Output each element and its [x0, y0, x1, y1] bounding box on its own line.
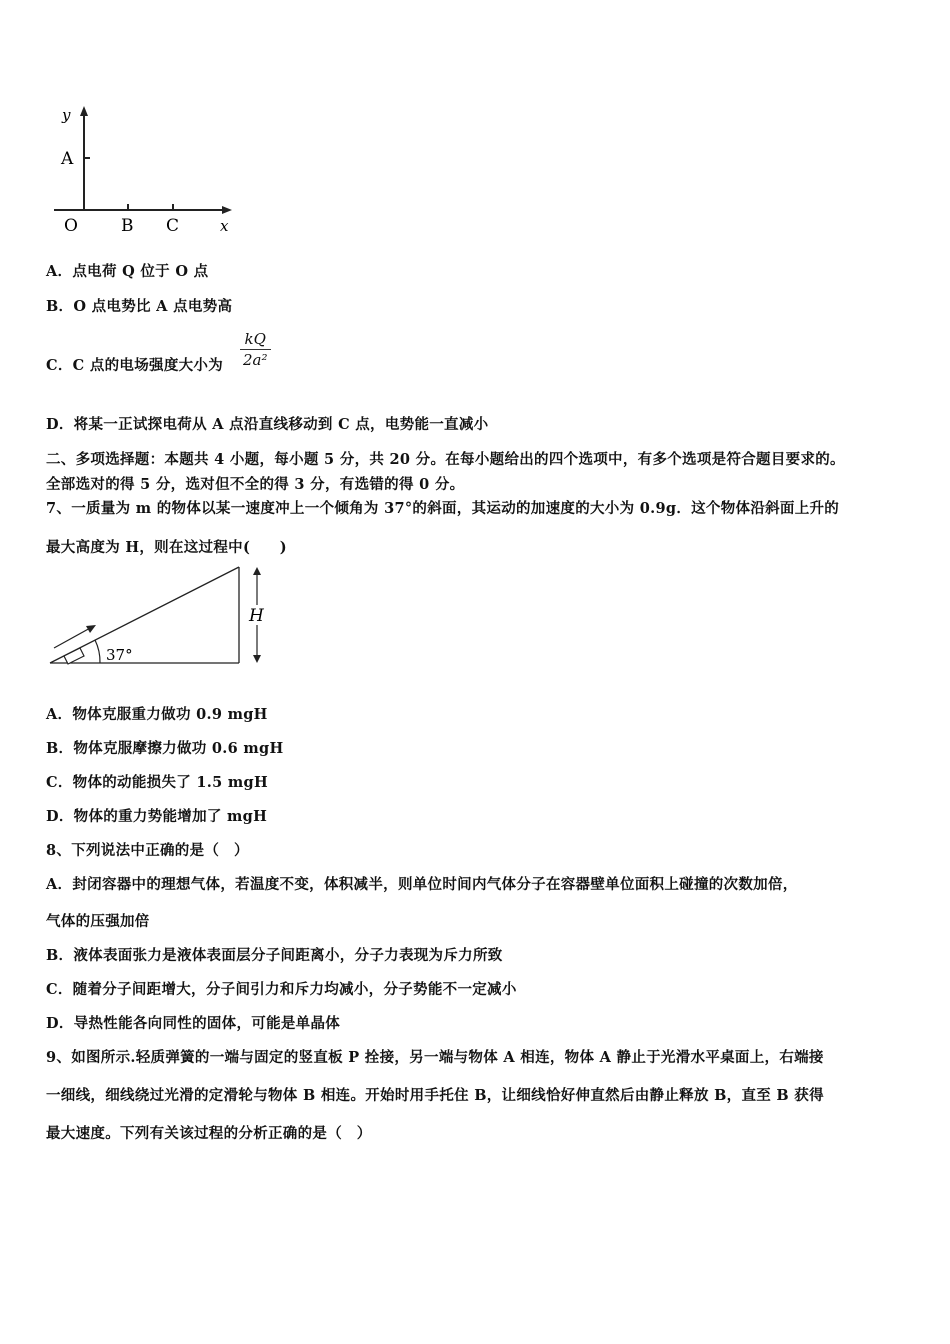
q7-stem-line1: 7、一质量为 m 的物体以某一速度冲上一个倾角为 37°的斜面，其运动的加速度的大小为 0.9g．这个物体沿斜面上升的	[46, 500, 840, 517]
q9-stem-line3: 最大速度。下列有关该过程的分析正确的是（ ）	[46, 1125, 372, 1142]
point-label-a: A	[61, 149, 74, 169]
height-label: H	[249, 606, 264, 626]
height-arrow-bottom	[253, 655, 261, 663]
section2-heading-line2: 全部选对的得 5 分，选对但不全的得 3 分，有选错的得 0 分。	[46, 476, 465, 493]
height-arrow-top	[253, 567, 261, 575]
fraction-denominator: 2a²	[243, 351, 268, 369]
q8-option-a-line1: A．封闭容器中的理想气体，若温度不变，体积减半，则单位时间内气体分子在容器壁单位面积上碰撞的次数加倍，	[46, 876, 798, 893]
q9-stem-line1: 9、如图所示.轻质弹簧的一端与固定的竖直板 P 拴接，另一端与物体 A 相连，物体 A 静止于光滑水平桌面上，右端接	[46, 1049, 824, 1066]
q6-option-b: B．O 点电势比 A 点电势高	[46, 298, 233, 315]
q8-option-a-line2: 气体的压强加倍	[46, 913, 150, 930]
angle-label: 37°	[106, 646, 133, 664]
angle-arc	[95, 640, 100, 663]
q8-option-d: D．导热性能各向同性的固体，可能是单晶体	[46, 1015, 341, 1032]
section2-heading-line1: 二、多项选择题：本题共 4 小题，每小题 5 分，共 20 分。在每小题给出的四个选项中，有多个选项是符合题目要求的。	[46, 451, 845, 468]
q6-option-c-fraction	[240, 330, 271, 369]
x-axis-arrow	[222, 206, 232, 214]
y-axis-arrow	[80, 106, 88, 116]
q6-option-a: A．点电荷 Q 位于 O 点	[46, 263, 209, 280]
q7-option-c: C．物体的动能损失了 1.5 mgH	[46, 774, 268, 791]
incline-figure	[44, 562, 284, 672]
point-label-c: C	[166, 216, 180, 236]
fraction-numerator: kQ	[244, 330, 266, 348]
q6-option-c: C．C 点的电场强度大小为	[46, 357, 224, 374]
q7-option-b: B．物体克服摩擦力做功 0.6 mgH	[46, 740, 284, 757]
q8-stem: 8、下列说法中正确的是（ ）	[46, 842, 249, 859]
q7-option-d: D．物体的重力势能增加了 mgH	[46, 808, 268, 825]
block	[64, 648, 84, 664]
y-axis-label: y	[62, 106, 71, 124]
x-axis-label: x	[220, 217, 229, 235]
q9-stem-line2: 一细线，细线绕过光滑的定滑轮与物体 B 相连。开始时用手托住 B，让细线恰好伸直然后由静止释放 B，直至 B 获得	[46, 1087, 824, 1104]
q7-option-a: A．物体克服重力做功 0.9 mgH	[46, 706, 268, 723]
coordinate-figure	[48, 100, 248, 240]
point-label-o: O	[64, 216, 78, 236]
q6-option-d: D．将某一正试探电荷从 A 点沿直线移动到 C 点，电势能一直减小	[46, 416, 489, 433]
q7-stem-line2: 最大高度为 H，则在这过程中( )	[46, 539, 287, 556]
fraction-bar	[240, 349, 271, 350]
q8-option-b: B．液体表面张力是液体表面层分子间距离小，分子力表现为斥力所致	[46, 947, 503, 964]
q8-option-c: C．随着分子间距增大，分子间引力和斥力均减小，分子势能不一定减小	[46, 981, 517, 998]
point-label-b: B	[121, 216, 134, 236]
